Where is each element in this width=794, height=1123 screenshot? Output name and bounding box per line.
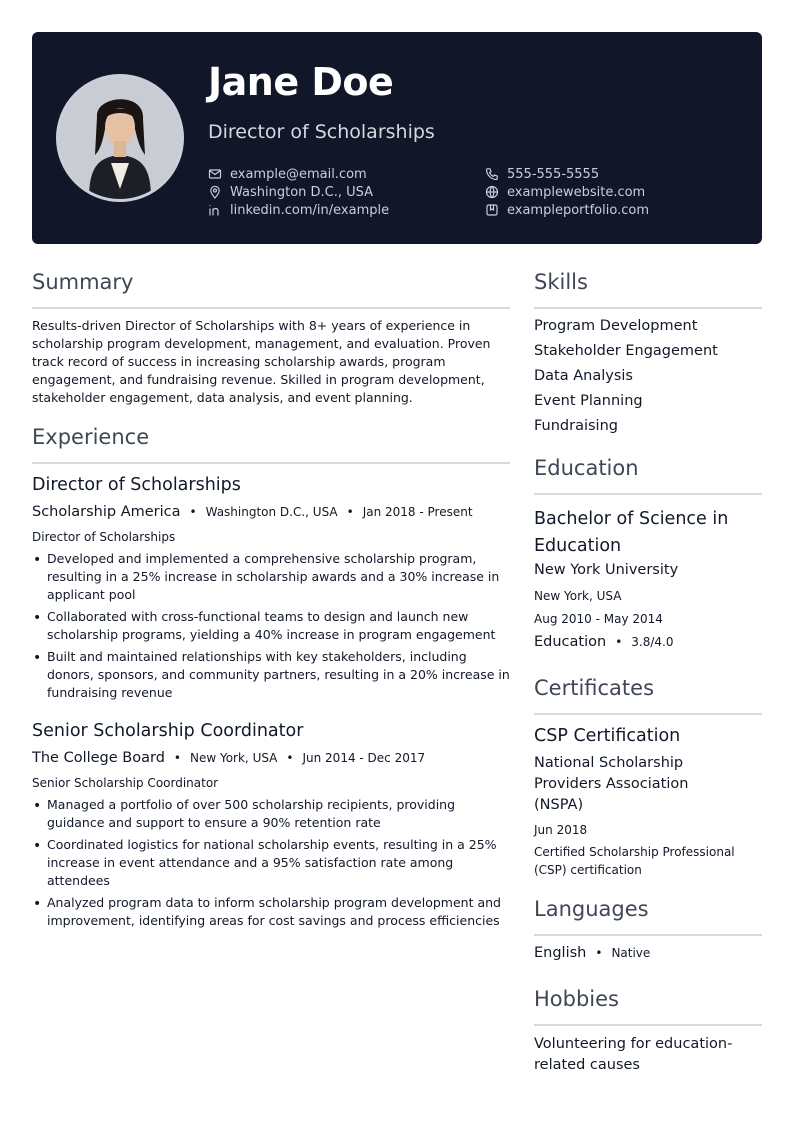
skills-heading: Skills	[534, 270, 588, 294]
languages-heading: Languages	[534, 897, 649, 921]
separator-dot: •	[189, 505, 197, 519]
job-location: Washington D.C., USA	[205, 505, 338, 519]
resume-header	[32, 32, 762, 244]
list-item: • Managed a portfolio of over 500 scholarship recipients, providing guidance and support to ensure a 90% retention rate	[32, 796, 510, 832]
portfolio-icon	[485, 203, 499, 217]
job-subtitle: Director of Scholarships	[32, 530, 176, 544]
job-position: Senior Scholarship Coordinator	[32, 721, 304, 741]
education-heading: Education	[534, 456, 639, 480]
skill-item: Program Development	[534, 318, 698, 334]
linkedin-icon	[208, 203, 222, 217]
language-item	[534, 945, 650, 961]
location-text: Washington D.C., USA	[230, 184, 374, 200]
mail-icon	[208, 167, 222, 181]
certificate-date: Jun 2018	[534, 823, 588, 837]
hobbies-heading: Hobbies	[534, 987, 619, 1011]
languages-divider	[534, 934, 762, 936]
list-item: • Built and maintained relationships with key stakeholders, including donors, sponsors, and community partners, resulting in a 20% increase in fundraising revenue	[32, 648, 510, 702]
map-pin-icon	[208, 185, 222, 199]
contact-phone[interactable]	[485, 165, 599, 183]
candidate-title: Director of Scholarships	[208, 121, 435, 143]
summary-heading: Summary	[32, 270, 134, 294]
email-text: example@email.com	[230, 166, 367, 182]
job-dates: Jan 2018 - Present	[362, 505, 473, 519]
contact-email[interactable]	[208, 165, 367, 183]
job-meta	[32, 504, 473, 520]
certificate-name: CSP Certification	[534, 726, 681, 746]
job-position: Director of Scholarships	[32, 475, 241, 495]
education-dates: Aug 2010 - May 2014	[534, 612, 663, 626]
linkedin-text: linkedin.com/in/example	[230, 202, 390, 218]
separator-dot: •	[615, 635, 623, 649]
education-location: New York, USA	[534, 589, 622, 603]
education-divider	[534, 493, 762, 495]
education-school: New York University	[534, 562, 679, 578]
education-field: Education	[534, 634, 607, 650]
contact-portfolio[interactable]	[485, 201, 649, 219]
separator-dot: •	[173, 751, 181, 765]
language-level: Native	[611, 946, 651, 960]
certificates-divider	[534, 713, 762, 715]
hobbies-divider	[534, 1024, 762, 1026]
skill-item: Data Analysis	[534, 368, 633, 384]
skill-item: Stakeholder Engagement	[534, 343, 718, 359]
phone-icon	[485, 167, 499, 181]
summary-text: Results-driven Director of Scholarships with 8+ years of experience in scholarship program development, management, and evaluation. Proven track record of success in increasing scholarship awards, program engagement, and fundraising revenue. Skilled in program development, stakeholder engagement, data analysis, and event planning.	[32, 318, 491, 405]
language-name: English	[534, 945, 587, 961]
separator-dot: •	[286, 751, 294, 765]
skills-divider	[534, 307, 762, 309]
skill-item: Event Planning	[534, 393, 643, 409]
profile-photo	[56, 74, 184, 202]
contact-linkedin[interactable]	[208, 201, 389, 219]
experience-heading: Experience	[32, 425, 150, 449]
candidate-name: Jane Doe	[208, 60, 394, 104]
education-meta	[534, 634, 674, 650]
list-item: • Collaborated with cross-functional teams to design and launch new scholarship programs, yielding a 40% increase in program engagement	[32, 608, 510, 644]
certificate-issuer: National Scholarship Providers Association (NSPA)	[534, 755, 689, 813]
job-company: Scholarship America	[32, 504, 181, 520]
skill-item: Fundraising	[534, 418, 618, 434]
contact-website[interactable]	[485, 183, 645, 201]
education-gpa: 3.8/4.0	[631, 635, 674, 649]
separator-dot: •	[346, 505, 354, 519]
job-subtitle: Senior Scholarship Coordinator	[32, 776, 219, 790]
list-item: • Developed and implemented a comprehensive scholarship program, resulting in a 25% increase in scholarship awards and a 30% increase in applicant pool	[32, 550, 510, 604]
list-item: • Coordinated logistics for national scholarship events, resulting in a 25% increase in event attendance and a 95% satisfaction rate among attendees	[32, 836, 510, 890]
job-location: New York, USA	[189, 751, 278, 765]
contact-location	[208, 183, 373, 201]
education-degree: Bachelor of Science in Education	[534, 509, 729, 556]
experience-divider	[32, 462, 510, 464]
job-dates: Jun 2014 - Dec 2017	[302, 751, 426, 765]
separator-dot: •	[595, 946, 603, 960]
job-meta	[32, 750, 425, 766]
job-bullets	[32, 796, 510, 934]
website-text: examplewebsite.com	[507, 184, 646, 200]
phone-text: 555-555-5555	[507, 166, 600, 182]
certificates-heading: Certificates	[534, 676, 655, 700]
hobby-item: Volunteering for education-related causes	[534, 1036, 733, 1073]
summary-divider	[32, 307, 510, 309]
job-company: The College Board	[32, 750, 165, 766]
job-bullets	[32, 550, 510, 706]
list-item: • Analyzed program data to inform scholarship program development and improvement, identifying areas for cost savings and process efficiencies	[32, 894, 510, 930]
certificate-description: Certified Scholarship Professional (CSP) certification	[534, 845, 735, 877]
portfolio-text: exampleportfolio.com	[507, 202, 649, 218]
globe-icon	[485, 185, 499, 199]
